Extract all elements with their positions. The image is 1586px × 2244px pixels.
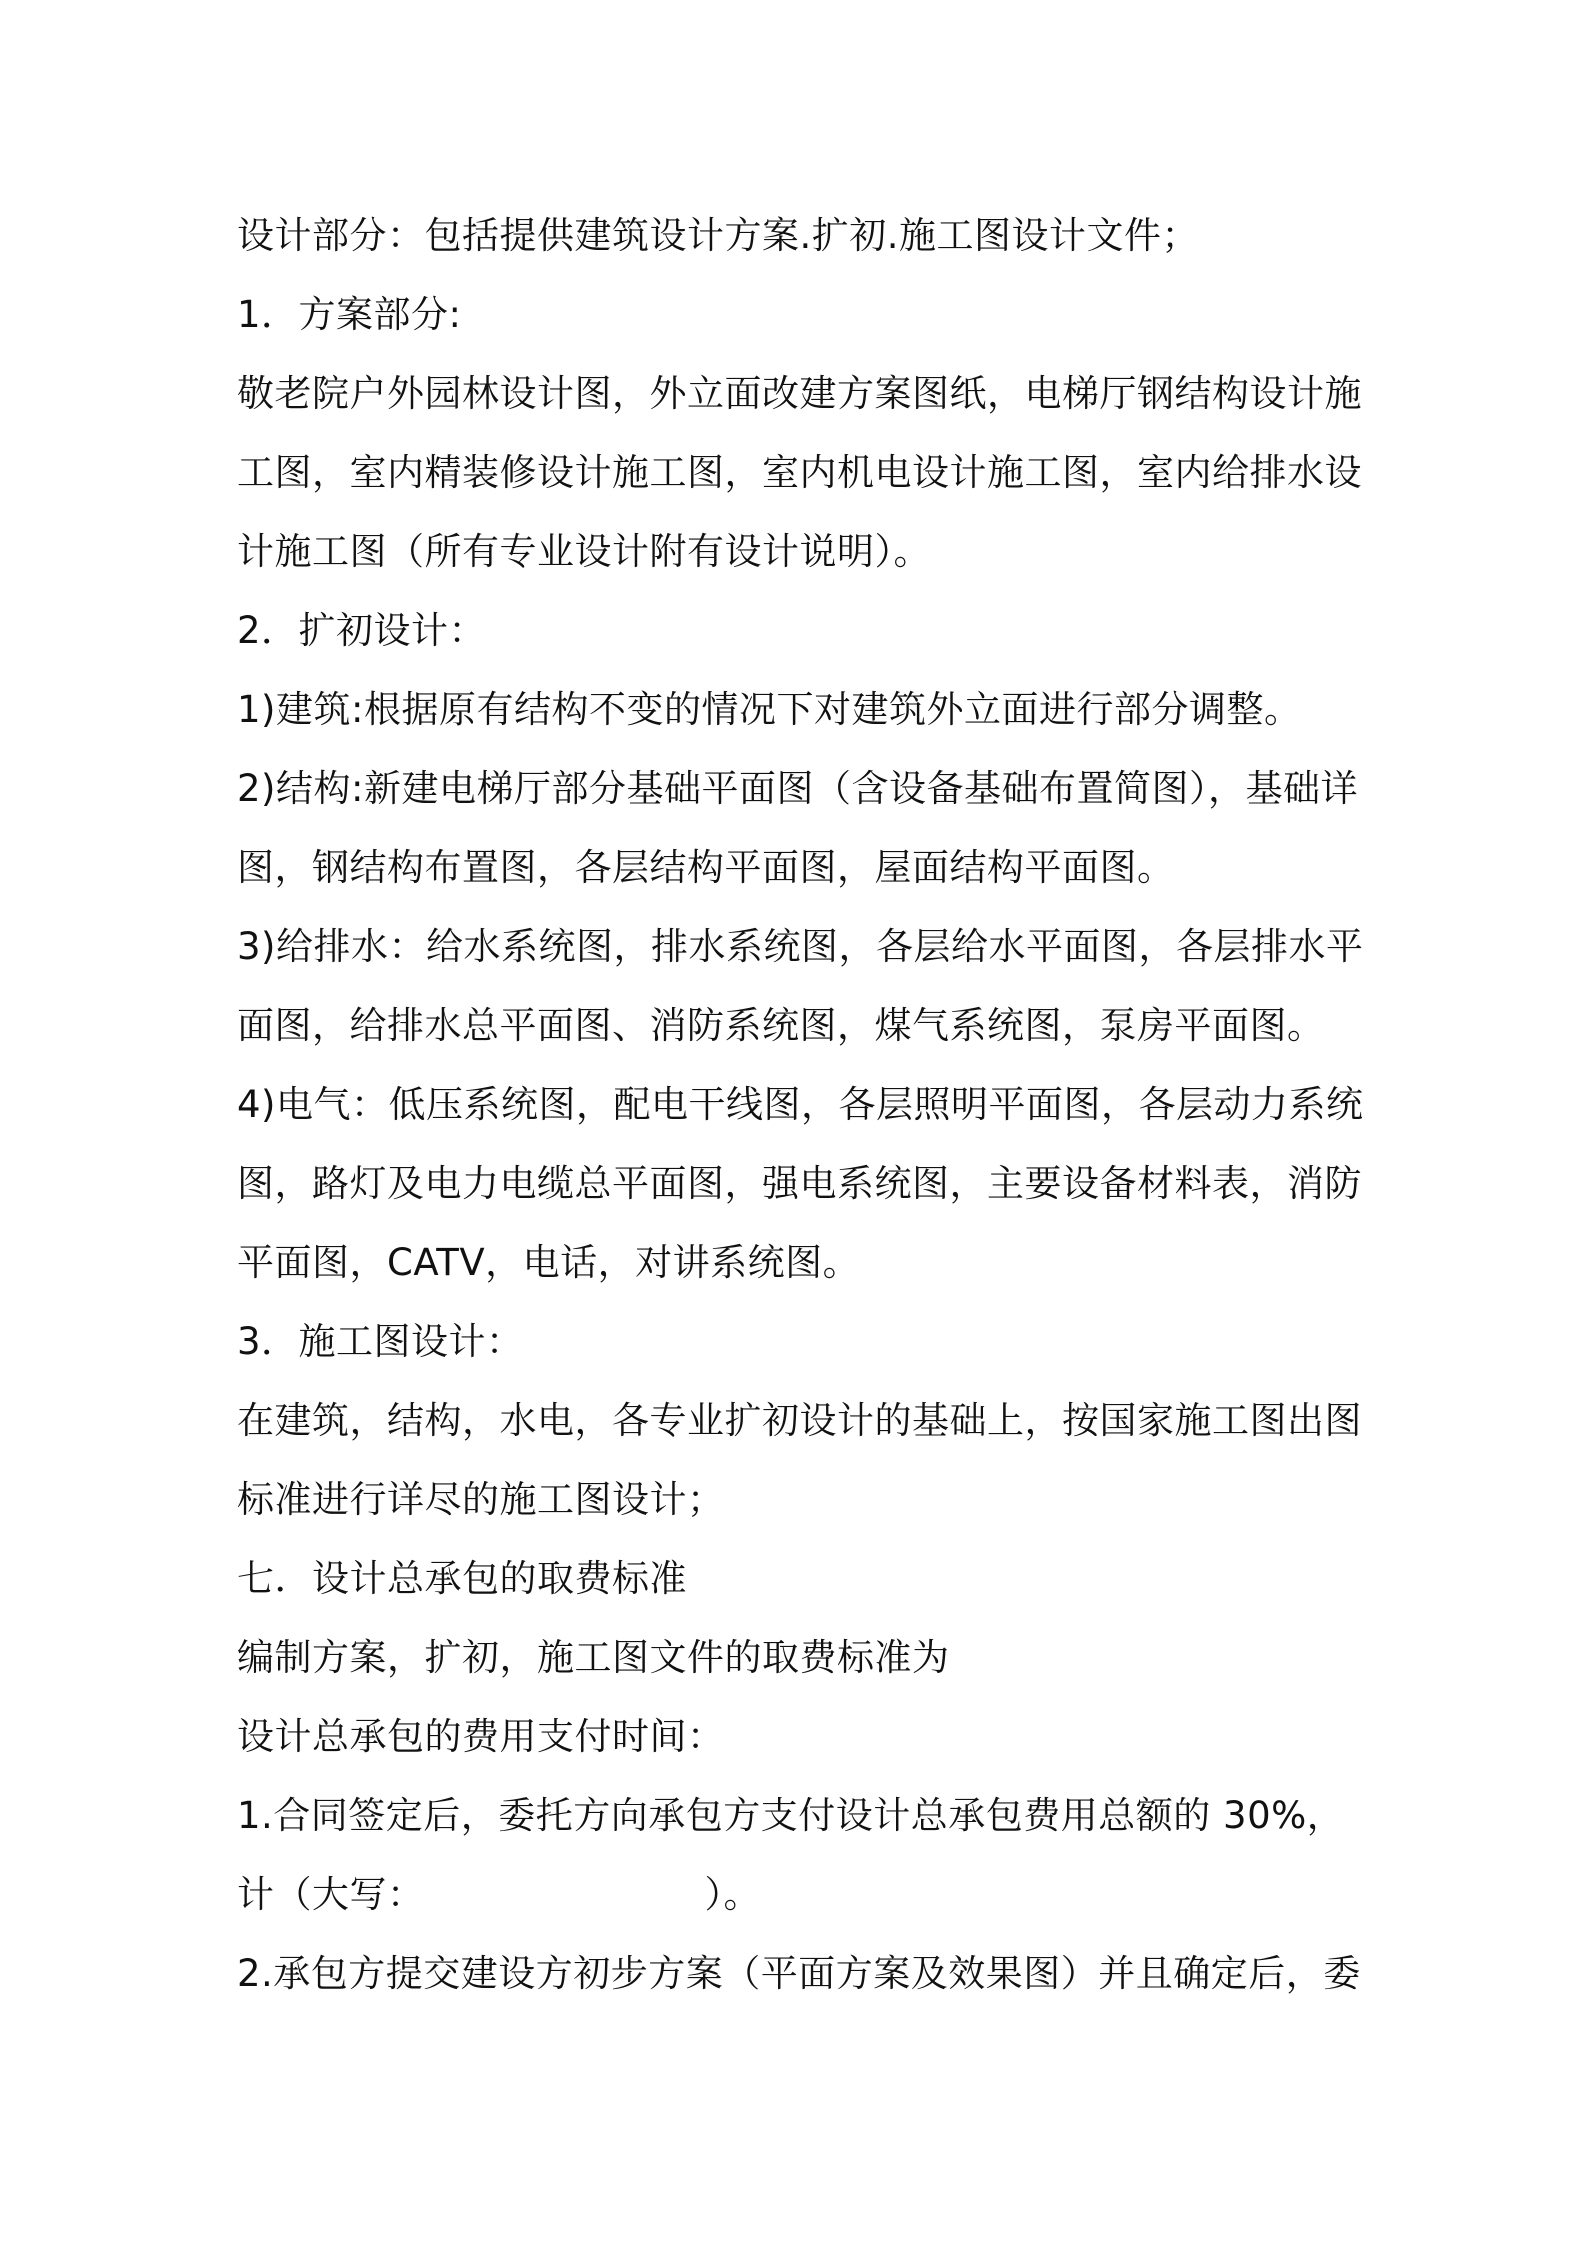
text-line: 4)电气：低压系统图，配电干线图，各层照明平面图，各层动力系统 (237, 1083, 1364, 1126)
text-line: 面图，给排水总平面图、消防系统图，煤气系统图，泵房平面图。 (237, 1004, 1325, 1047)
text-line: 工图，室内精装修设计施工图，室内机电设计施工图，室内给排水设 (237, 451, 1362, 494)
text-line: 敬老院户外园林设计图，外立面改建方案图纸，电梯厅钢结构设计施 (237, 372, 1362, 415)
text-line: 设计总承包的费用支付时间： (237, 1715, 725, 1758)
text-line: 1.合同签定后，委托方向承包方支付设计总承包费用总额的 30%， (237, 1794, 1345, 1837)
section-heading: 2．扩初设计： (237, 609, 487, 652)
text-line: 计施工图（所有专业设计附有设计说明）。 (237, 530, 931, 573)
text-line: 平面图，CATV，电话，对讲系统图。 (237, 1241, 861, 1284)
section-heading: 3．施工图设计： (237, 1320, 524, 1363)
section-heading: 七．设计总承包的取费标准 (237, 1557, 687, 1600)
document-body (237, 196, 1377, 2013)
text-line: 在建筑，结构，水电，各专业扩初设计的基础上，按国家施工图出图 (237, 1399, 1362, 1442)
amount-suffix: ）。 (704, 1873, 761, 1916)
text-line: 图，钢结构布置图，各层结构平面图，屋面结构平面图。 (237, 846, 1175, 889)
text-line: 2)结构:新建电梯厅部分基础平面图（含设备基础布置简图），基础详 (237, 767, 1358, 810)
text-line: 1)建筑:根据原有结构不变的情况下对建筑外立面进行部分调整。 (237, 688, 1302, 731)
text-line: 3)给排水：给水系统图，排水系统图，各层给水平面图，各层排水平 (237, 925, 1364, 968)
text-line: 图，路灯及电力电缆总平面图，强电系统图，主要设备材料表，消防 (237, 1162, 1362, 1205)
text-line: 标准进行详尽的施工图设计； (237, 1478, 725, 1521)
amount-prefix: 计（大写： (237, 1873, 425, 1916)
text-line: 设计部分：包括提供建筑设计方案.扩初.施工图设计文件； (237, 214, 1200, 257)
text-line: 2.承包方提交建设方初步方案（平面方案及效果图）并且确定后，委 (237, 1952, 1361, 1995)
text-line: 编制方案，扩初，施工图文件的取费标准为 (237, 1636, 950, 1679)
section-heading: 1．方案部分: (237, 293, 462, 336)
amount-line (237, 1855, 1377, 1934)
